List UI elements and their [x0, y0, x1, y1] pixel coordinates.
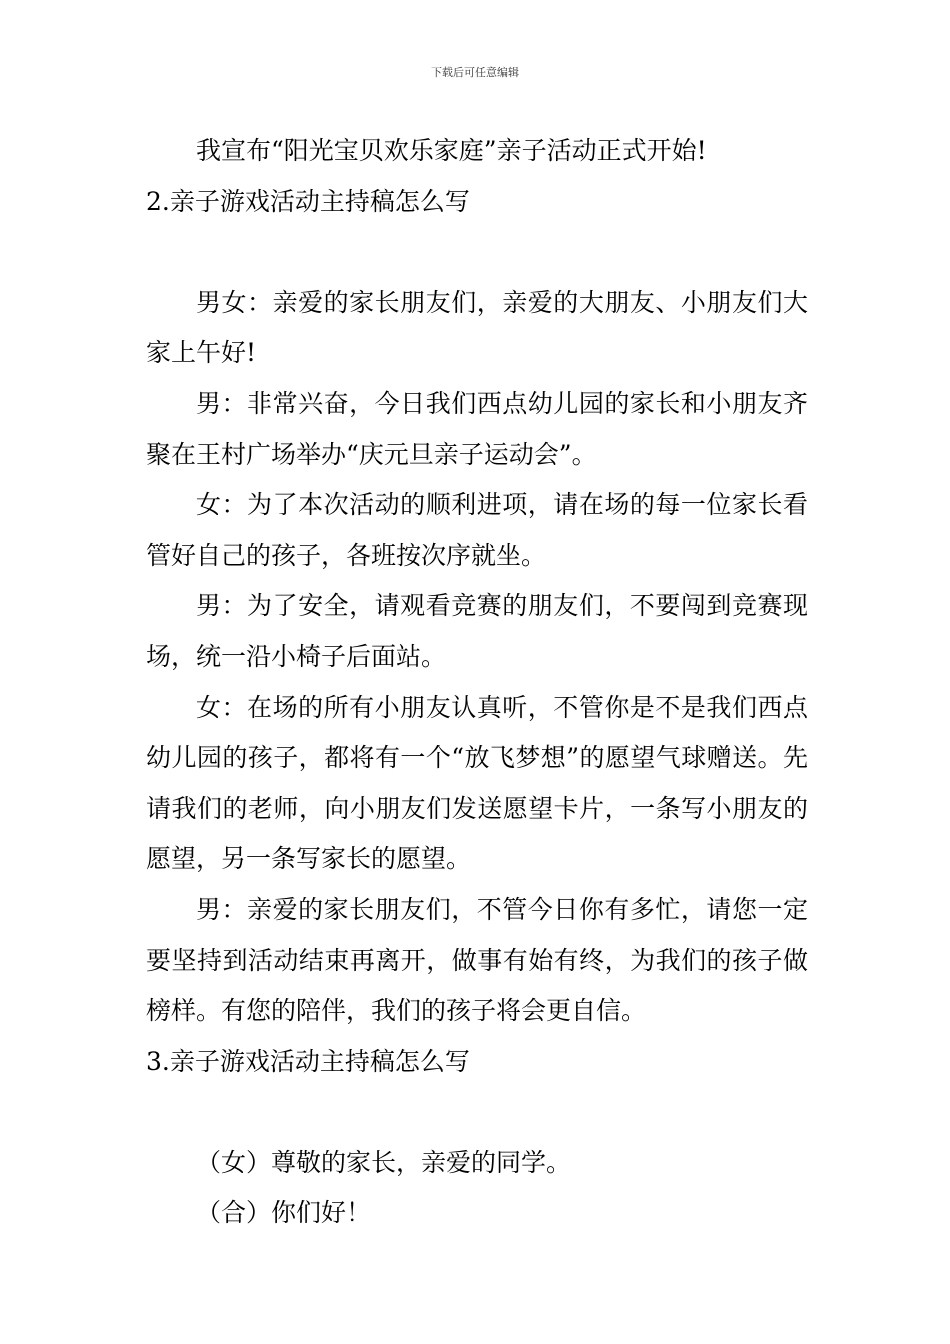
section-2-paragraph: 男：非常兴奋，今日我们西点幼儿园的家长和小朋友齐聚在王村广场举办“庆元旦亲子运动会”。	[146, 388, 808, 469]
page-header-watermark: 下载后可任意编辑	[431, 66, 519, 79]
section-2-paragraph: 女：为了本次活动的顺利进项，请在场的每一位家长看管好自己的孩子，各班按次序就坐。	[146, 490, 808, 570]
opening-line: 我宣布“阳光宝贝欢乐家庭”亲子活动正式开始!	[196, 136, 707, 165]
document-body	[146, 126, 808, 1239]
section-2-paragraph: 女：在场的所有小朋友认真听，不管你是不是我们西点幼儿园的孩子，都将有一个“放飞梦想”的愿望气球赠送。先请我们的老师，向小朋友们发送愿望卡片，一条写小朋友的愿望，另一条写家长的愿望。	[146, 692, 808, 874]
section-3-heading: 3.亲子游戏活动主持稿怎么写	[146, 1046, 470, 1076]
section-2-heading: 2.亲子游戏活动主持稿怎么写	[146, 186, 470, 216]
section-2-paragraph: 男：亲爱的家长朋友们，不管今日你有多忙，请您一定要坚持到活动结束再离开，做事有始有终，为我们的孩子做榜样。有您的陪伴，我们的孩子将会更自信。	[146, 894, 808, 1026]
blank-line	[146, 227, 808, 278]
blank-line	[146, 1087, 808, 1138]
section-3-paragraph: （合）你们好！	[196, 1198, 372, 1228]
section-2-paragraph: 男：为了安全，请观看竞赛的朋友们，不要闯到竞赛现场，统一沿小椅子后面站。	[146, 591, 808, 671]
section-3-paragraph: （女）尊敬的家长，亲爱的同学。	[196, 1147, 572, 1177]
section-2-paragraph: 男女：亲爱的家长朋友们，亲爱的大朋友、小朋友们大家上午好!	[146, 287, 808, 368]
